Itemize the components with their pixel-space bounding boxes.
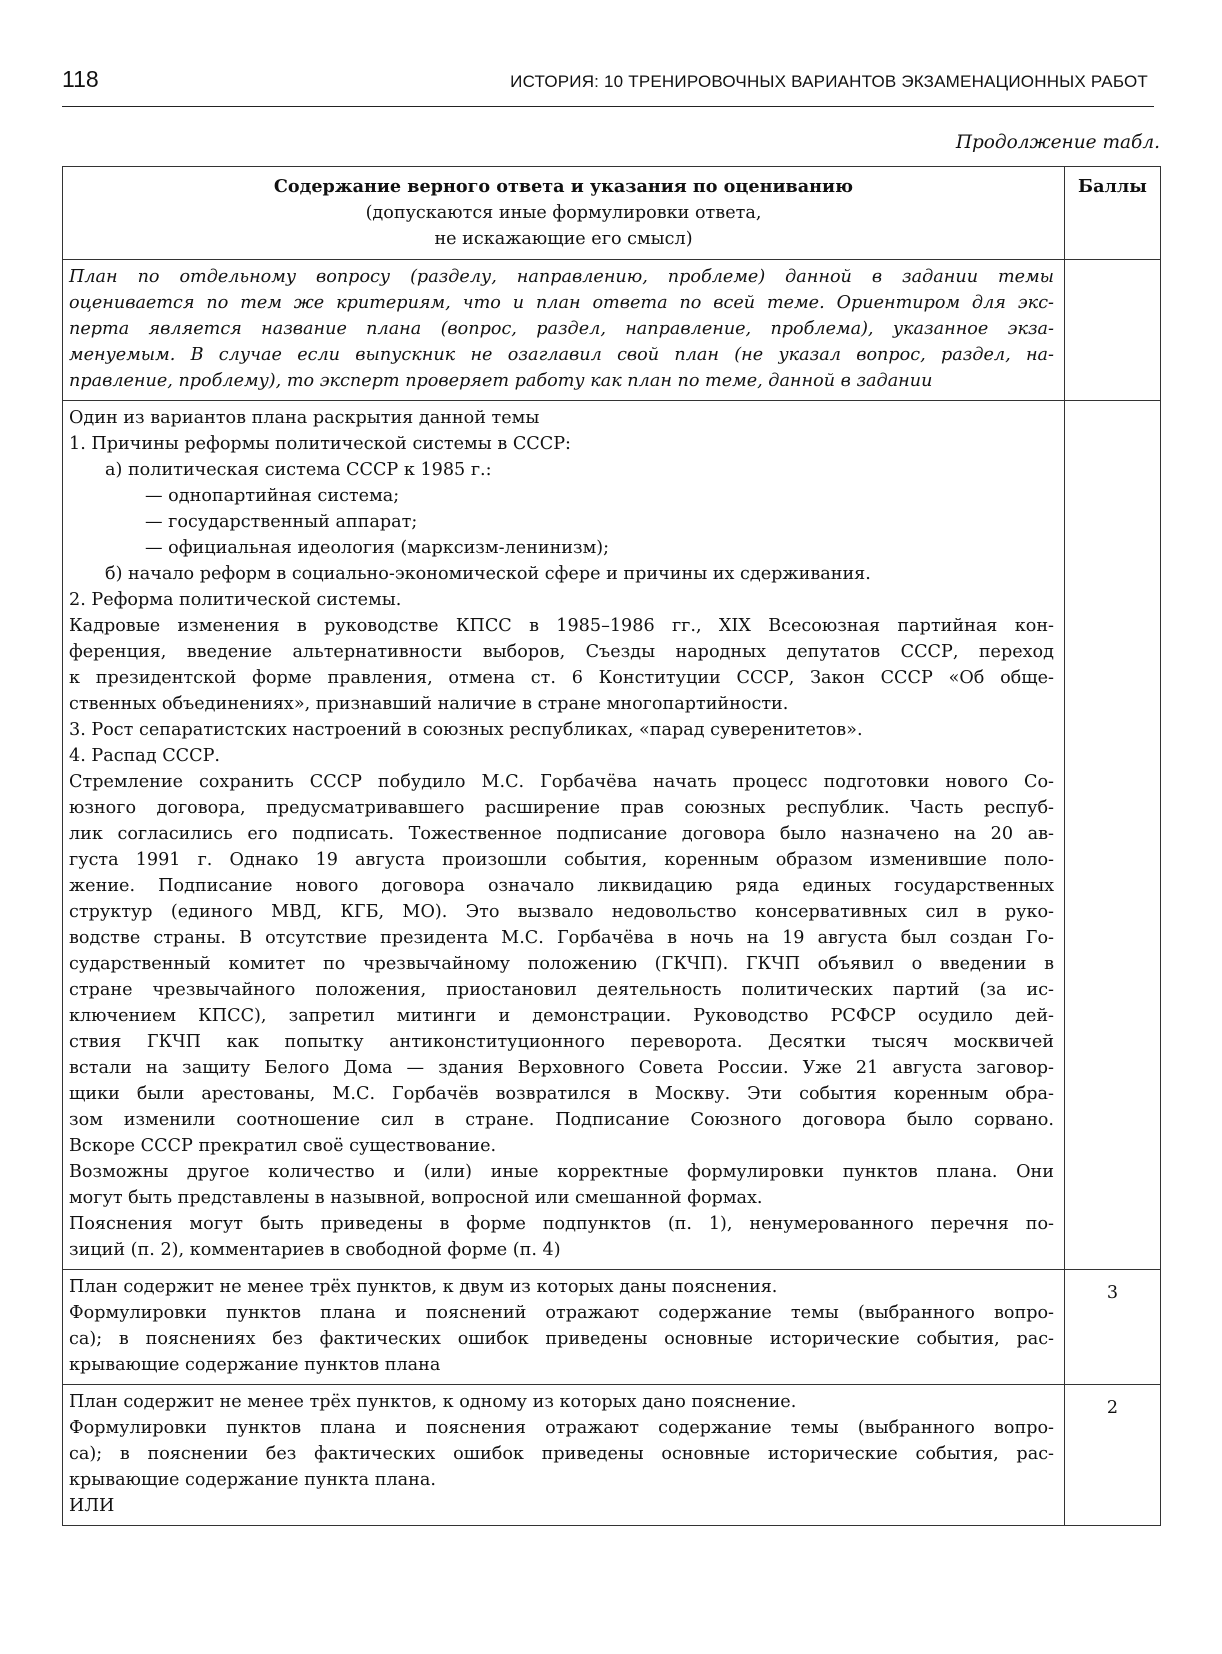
- table-row-criterion-2: [63, 1385, 1161, 1526]
- plan-line: щики были арестованы, М.С. Горбачёв возвратился в Москву. Эти события коренным обра-: [69, 1084, 1054, 1104]
- criterion-line: Формулировки пунктов плана и пояснений отражают содержание темы (выбранного вопро-: [69, 1303, 1054, 1323]
- plan-line: 2. Реформа политической системы.: [69, 590, 402, 610]
- intro-line: оценивается по тем же критериям, что и план ответа по всей теме. Ориентиром для экс-: [69, 293, 1054, 313]
- table-row-plan: [63, 401, 1161, 1270]
- answer-criteria-table: [62, 166, 1161, 1526]
- plan-line: ференция, введение альтернативности выборов, Съезды народных депутатов СССР, переход: [69, 642, 1054, 662]
- intro-cell: [63, 260, 1065, 401]
- criterion-2-cell: [63, 1385, 1065, 1526]
- score-value-2: 2: [1065, 1385, 1161, 1526]
- criterion-line: Формулировки пунктов плана и пояснения отражают содержание темы (выбранного вопро-: [69, 1418, 1054, 1438]
- plan-line: а) политическая система СССР к 1985 г.:: [105, 460, 492, 480]
- plan-line: — государственный аппарат;: [145, 512, 418, 532]
- criterion-line: са); в пояснениях без фактических ошибок приведены основные исторические события, рас-: [69, 1329, 1054, 1349]
- running-title: ИСТОРИЯ: 10 ТРЕНИРОВОЧНЫХ ВАРИАНТОВ ЭКЗАМЕНАЦИОННЫХ РАБОТ: [510, 72, 1148, 91]
- intro-line: перта является название плана (вопрос, раздел, направление, проблема), указанное экза-: [69, 319, 1054, 339]
- plan-line: Кадровые изменения в руководстве КПСС в 1985–1986 гг., XIX Всесоюзная партийная кон-: [69, 616, 1054, 636]
- plan-line: Стремление сохранить СССР побудило М.С. Горбачёва начать процесс подготовки нового Со-: [69, 772, 1054, 792]
- plan-line: б) начало реформ в социально-экономической сфере и причины их сдерживания.: [105, 564, 871, 584]
- page-header: [62, 62, 1154, 107]
- plan-line: Один из вариантов плана раскрытия данной темы: [69, 408, 540, 428]
- criterion-line: са); в пояснении без фактических ошибок приведены основные исторические события, рас-: [69, 1444, 1054, 1464]
- content-header-note-2: не искажающие его смысл): [434, 229, 693, 249]
- plan-line: 4. Распад СССР.: [69, 746, 221, 766]
- plan-line: зом изменили соотношение сил в стране. Подписание Союзного договора было сорвано.: [69, 1110, 1054, 1130]
- criterion-line: План содержит не менее трёх пунктов, к двум из которых даны пояснения.: [69, 1277, 778, 1297]
- plan-line: — официальная идеология (марксизм-ленинизм);: [145, 538, 610, 558]
- table-row-intro: [63, 260, 1161, 401]
- plan-line: стране чрезвычайного положения, приостановил деятельность политических партий (за ис-: [69, 980, 1054, 1000]
- plan-line: жение. Подписание нового договора означало ликвидацию ряда единых государственных: [69, 876, 1054, 896]
- criterion-line: План содержит не менее трёх пунктов, к одному из которых дано пояснение.: [69, 1392, 797, 1412]
- plan-line: ствия ГКЧП как попытку антиконституционного переворота. Десятки тысяч москвичей: [69, 1032, 1054, 1052]
- plan-line: — однопартийная система;: [145, 486, 400, 506]
- intro-score-cell: [1065, 260, 1161, 401]
- plan-line: могут быть представлены в назывной, вопросной или смешанной формах.: [69, 1188, 763, 1208]
- plan-line: Возможны другое количество и (или) иные корректные формулировки пунктов плана. Они: [69, 1162, 1054, 1182]
- plan-line: к президентской форме правления, отмена ст. 6 Конституции СССР, Закон СССР «Об обще-: [69, 668, 1054, 688]
- criterion-line: крывающие содержание пунктов плана: [69, 1355, 441, 1375]
- plan-score-cell: [1065, 401, 1161, 1270]
- table-header-row: [63, 167, 1161, 260]
- table-continuation-label: Продолжение табл.: [955, 132, 1160, 153]
- intro-line: правление, проблему), то эксперт проверяет работу как план по теме, данной в задании: [69, 371, 933, 391]
- content-header-title: Содержание верного ответа и указания по оцениванию: [273, 176, 854, 197]
- content-header-note-1: (допускаются иные формулировки ответа,: [365, 203, 762, 223]
- table-row-criterion-3: [63, 1270, 1161, 1385]
- plan-line: густа 1991 г. Однако 19 августа произошли события, коренным образом изменившие поло-: [69, 850, 1054, 870]
- plan-line: ключением КПСС), запретил митинги и демонстрации. Руководство РСФСР осудило дей-: [69, 1006, 1054, 1026]
- plan-line: юзного договора, предусматривавшего расширение прав союзных республик. Часть респуб-: [69, 798, 1054, 818]
- plan-line: 1. Причины реформы политической системы в СССР:: [69, 434, 571, 454]
- plan-line: встали на защиту Белого Дома — здания Верховного Совета России. Уже 21 августа заговор-: [69, 1058, 1054, 1078]
- page-number: 118: [62, 66, 99, 92]
- plan-line: зиций (п. 2), комментариев в свободной форме (п. 4): [69, 1240, 561, 1260]
- plan-line: 3. Рост сепаратистских настроений в союзных республиках, «парад суверенитетов».: [69, 720, 863, 740]
- intro-line: менуемым. В случае если выпускник не озаглавил свой план (не указал вопрос, раздел, на-: [69, 345, 1054, 365]
- criterion-line: ИЛИ: [69, 1496, 115, 1516]
- plan-line: Пояснения могут быть приведены в форме подпунктов (п. 1), ненумерованного перечня по-: [69, 1214, 1054, 1234]
- plan-cell: [63, 401, 1065, 1270]
- score-header-cell: Баллы: [1065, 167, 1161, 260]
- plan-line: сударственный комитет по чрезвычайному положению (ГКЧП). ГКЧП объявил о введении в: [69, 954, 1054, 974]
- criterion-line: крывающие содержание пункта плана.: [69, 1470, 436, 1490]
- content-header-cell: [63, 167, 1065, 260]
- plan-line: ственных объединениях», признавший наличие в стране многопартийности.: [69, 694, 789, 714]
- criterion-3-cell: [63, 1270, 1065, 1385]
- plan-line: лик согласились его подписать. Тожественное подписание договора было назначено на 20 ав-: [69, 824, 1054, 844]
- score-value-3: 3: [1065, 1270, 1161, 1385]
- plan-line: Вскоре СССР прекратил своё существование.: [69, 1136, 497, 1156]
- plan-line: структур (единого МВД, КГБ, МО). Это вызвало недовольство консервативных сил в руко-: [69, 902, 1054, 922]
- intro-line: План по отдельному вопросу (разделу, направлению, проблеме) данной в задании темы: [69, 267, 1054, 287]
- plan-line: водстве страны. В отсутствие президента М.С. Горбачёва в ночь на 19 августа был создан Го-: [69, 928, 1054, 948]
